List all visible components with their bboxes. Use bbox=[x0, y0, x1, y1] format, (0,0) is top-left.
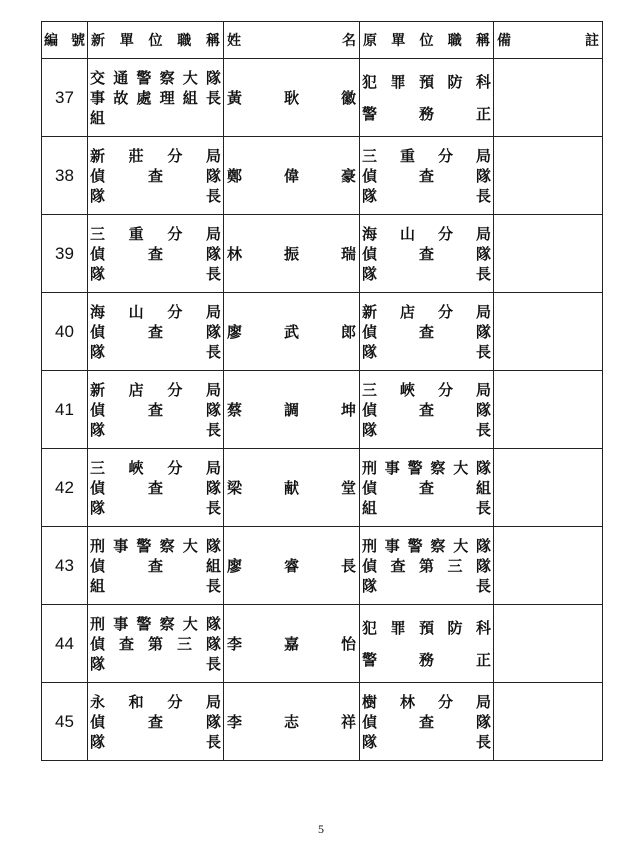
row-number: 39 bbox=[42, 215, 88, 293]
note-cell bbox=[494, 449, 603, 527]
table-row bbox=[42, 137, 603, 215]
old-title-line: 偵 查 隊 bbox=[362, 712, 491, 731]
old-title-cell bbox=[360, 137, 494, 215]
old-title-line: 隊 長 bbox=[362, 576, 491, 595]
old-title-cell bbox=[360, 293, 494, 371]
new-title-cell bbox=[88, 59, 224, 137]
row-number: 41 bbox=[42, 371, 88, 449]
header-old-title: 原 單 位 職 稱 bbox=[360, 22, 494, 59]
note-cell bbox=[494, 371, 603, 449]
new-title-line: 隊 長 bbox=[90, 264, 221, 283]
new-title-line: 偵 查 隊 bbox=[90, 244, 221, 263]
name-cell bbox=[224, 605, 360, 683]
new-title-line: 三 重 分 局 bbox=[90, 224, 221, 243]
new-title-line: 偵 查 隊 bbox=[90, 712, 221, 731]
note-cell bbox=[494, 137, 603, 215]
new-title-cell bbox=[88, 605, 224, 683]
person-name: 李 嘉 怡 bbox=[227, 635, 356, 653]
new-title-line: 偵 查 隊 bbox=[90, 478, 221, 497]
old-title-line: 隊 長 bbox=[362, 264, 491, 283]
new-title-line: 事 故 處 理 組 長 bbox=[90, 88, 221, 107]
new-title-line: 偵 查 第 三 隊 bbox=[90, 634, 221, 653]
new-title-line: 新 店 分 局 bbox=[90, 380, 221, 399]
note-cell bbox=[494, 683, 603, 761]
old-title-cell bbox=[360, 683, 494, 761]
new-title-line: 偵 查 組 bbox=[90, 556, 221, 575]
old-title-line: 刑 事 警 察 大 隊 bbox=[362, 536, 491, 555]
old-title-line: 偵 查 隊 bbox=[362, 166, 491, 185]
person-name: 鄭 偉 豪 bbox=[227, 167, 356, 185]
old-title-line: 偵 查 組 bbox=[362, 478, 491, 497]
old-title-cell bbox=[360, 59, 494, 137]
table-row bbox=[42, 683, 603, 761]
header-name: 姓 名 bbox=[224, 22, 360, 59]
header-note: 備 註 bbox=[494, 22, 603, 59]
new-title-line: 交 通 警 察 大 隊 bbox=[90, 68, 221, 87]
new-title-line: 刑 事 警 察 大 隊 bbox=[90, 536, 221, 555]
old-title-line: 犯 罪 預 防 科 bbox=[362, 72, 491, 91]
old-title-line: 樹 林 分 局 bbox=[362, 692, 491, 711]
person-name: 廖 武 郎 bbox=[227, 323, 356, 341]
person-name: 梁 献 堂 bbox=[227, 479, 356, 497]
name-cell bbox=[224, 371, 360, 449]
name-cell bbox=[224, 215, 360, 293]
new-title-line: 組 bbox=[90, 108, 106, 127]
header-number: 編 號 bbox=[42, 22, 88, 59]
person-name: 蔡 調 坤 bbox=[227, 401, 356, 419]
page-number: 5 bbox=[318, 822, 324, 836]
old-title-line: 偵 查 隊 bbox=[362, 400, 491, 419]
row-number: 43 bbox=[42, 527, 88, 605]
row-number: 44 bbox=[42, 605, 88, 683]
new-title-line: 隊 長 bbox=[90, 420, 221, 439]
new-title-cell bbox=[88, 137, 224, 215]
old-title-cell bbox=[360, 371, 494, 449]
old-title-line: 三 峽 分 局 bbox=[362, 380, 491, 399]
old-title-line: 海 山 分 局 bbox=[362, 224, 491, 243]
new-title-line: 新 莊 分 局 bbox=[90, 146, 221, 165]
personnel-table bbox=[41, 21, 603, 761]
name-cell bbox=[224, 59, 360, 137]
table-row bbox=[42, 371, 603, 449]
table-row bbox=[42, 605, 603, 683]
new-title-line: 刑 事 警 察 大 隊 bbox=[90, 614, 221, 633]
new-title-line: 組 長 bbox=[90, 576, 221, 595]
note-cell bbox=[494, 215, 603, 293]
note-cell bbox=[494, 59, 603, 137]
row-number: 38 bbox=[42, 137, 88, 215]
table-row bbox=[42, 293, 603, 371]
new-title-line: 偵 查 隊 bbox=[90, 322, 221, 341]
row-number: 37 bbox=[42, 59, 88, 137]
old-title-cell bbox=[360, 215, 494, 293]
new-title-line: 三 峽 分 局 bbox=[90, 458, 221, 477]
new-title-line: 隊 長 bbox=[90, 186, 221, 205]
note-cell bbox=[494, 293, 603, 371]
old-title-line: 隊 長 bbox=[362, 420, 491, 439]
table-row bbox=[42, 59, 603, 137]
row-number: 40 bbox=[42, 293, 88, 371]
new-title-cell bbox=[88, 527, 224, 605]
old-title-line: 偵 查 第 三 隊 bbox=[362, 556, 491, 575]
new-title-line: 隊 長 bbox=[90, 498, 221, 517]
old-title-line: 警 務 正 bbox=[362, 650, 491, 669]
old-title-line: 三 重 分 局 bbox=[362, 146, 491, 165]
old-title-cell bbox=[360, 605, 494, 683]
note-cell bbox=[494, 527, 603, 605]
row-number: 42 bbox=[42, 449, 88, 527]
person-name: 林 振 瑞 bbox=[227, 245, 356, 263]
table-row bbox=[42, 449, 603, 527]
name-cell bbox=[224, 527, 360, 605]
person-name: 黃 耿 徽 bbox=[227, 89, 356, 107]
name-cell bbox=[224, 449, 360, 527]
old-title-line: 隊 長 bbox=[362, 732, 491, 751]
new-title-cell bbox=[88, 683, 224, 761]
new-title-cell bbox=[88, 371, 224, 449]
header-row bbox=[42, 22, 603, 59]
new-title-line: 偵 查 隊 bbox=[90, 400, 221, 419]
name-cell bbox=[224, 683, 360, 761]
old-title-line: 隊 長 bbox=[362, 186, 491, 205]
new-title-line: 永 和 分 局 bbox=[90, 692, 221, 711]
new-title-line: 隊 長 bbox=[90, 732, 221, 751]
person-name: 李 志 祥 bbox=[227, 713, 356, 731]
new-title-cell bbox=[88, 449, 224, 527]
new-title-line: 偵 查 隊 bbox=[90, 166, 221, 185]
name-cell bbox=[224, 293, 360, 371]
new-title-cell bbox=[88, 293, 224, 371]
old-title-line: 偵 查 隊 bbox=[362, 244, 491, 263]
old-title-line: 警 務 正 bbox=[362, 104, 491, 123]
new-title-cell bbox=[88, 215, 224, 293]
old-title-line: 刑 事 警 察 大 隊 bbox=[362, 458, 491, 477]
row-number: 45 bbox=[42, 683, 88, 761]
new-title-line: 隊 長 bbox=[90, 342, 221, 361]
old-title-line: 新 店 分 局 bbox=[362, 302, 491, 321]
table-row bbox=[42, 527, 603, 605]
new-title-line: 海 山 分 局 bbox=[90, 302, 221, 321]
new-title-line: 隊 長 bbox=[90, 654, 221, 673]
old-title-line: 偵 查 隊 bbox=[362, 322, 491, 341]
table-row bbox=[42, 215, 603, 293]
old-title-line: 組 長 bbox=[362, 498, 491, 517]
old-title-line: 隊 長 bbox=[362, 342, 491, 361]
name-cell bbox=[224, 137, 360, 215]
header-new-title: 新 單 位 職 稱 bbox=[88, 22, 224, 59]
person-name: 廖 睿 長 bbox=[227, 557, 356, 575]
old-title-cell bbox=[360, 449, 494, 527]
note-cell bbox=[494, 605, 603, 683]
old-title-cell bbox=[360, 527, 494, 605]
old-title-line: 犯 罪 預 防 科 bbox=[362, 618, 491, 637]
